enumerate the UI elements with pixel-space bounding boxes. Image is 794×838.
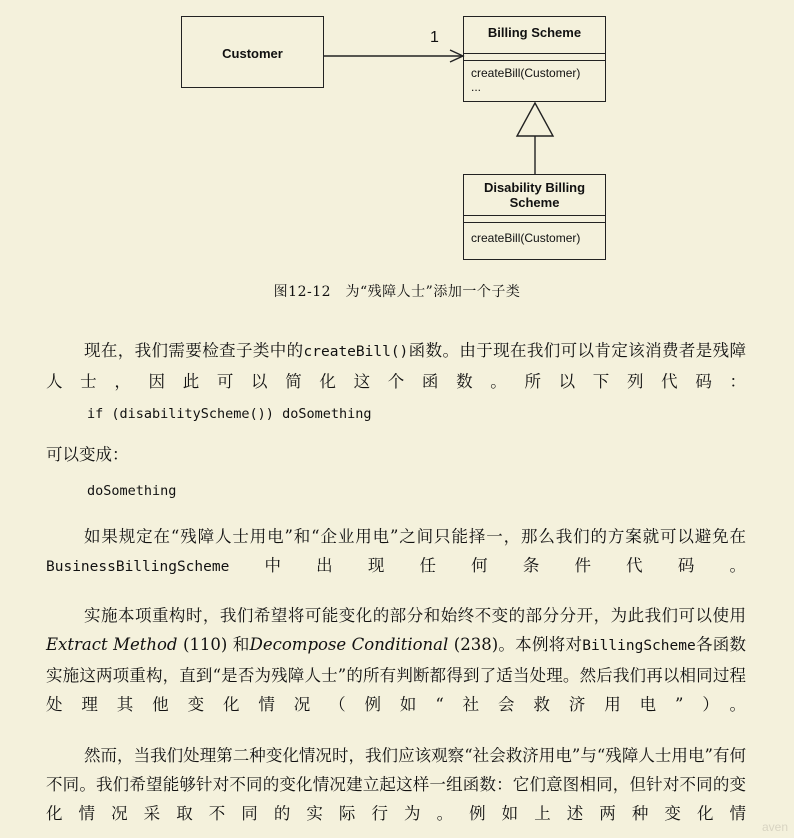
paragraph-4 — [46, 601, 746, 719]
p4-text-a: 实施本项重构时，我们希望将可能变化的部分和始终不变的部分分开，为此我们可以使用 — [84, 606, 746, 625]
customer-class-name: Customer — [222, 46, 283, 61]
p4-text-c: 各函数实施这两项重构，直到“是否为残障人士”的所有判断都得到了适当处理。然后我们再以相同过程处理其他变化情况（例如“社会救济用电”）。 — [46, 635, 746, 714]
billing-scheme-op: createBill(Customer) — [471, 66, 581, 80]
p1-code: createBill() — [303, 344, 409, 360]
p4-method-1: Extract Method — [46, 635, 178, 654]
billing-scheme-ellipsis: ... — [471, 80, 482, 94]
multiplicity-label: 1 — [430, 29, 439, 46]
disability-scheme-name-line1: Disability Billing — [483, 180, 586, 195]
p1-text-b: 函数。由于现在我们可以肯定该消费者是残障人士，因此可以简化这个函数。所以下列代码： — [46, 341, 747, 391]
code-block-2: doSomething — [87, 483, 177, 499]
paragraph-2: 可以变成： — [46, 445, 129, 464]
paragraph-1 — [46, 336, 746, 396]
p4-method-2-ref: (238) — [448, 635, 499, 654]
uml-diagram — [0, 0, 794, 270]
inheritance-triangle — [517, 103, 553, 136]
disability-scheme-op: createBill(Customer) — [471, 231, 581, 245]
billing-scheme-class — [463, 16, 606, 102]
p1-text-a: 现在，我们需要检查子类中的 — [84, 341, 304, 360]
p4-method-2: Decompose Conditional — [249, 635, 449, 654]
disability-scheme-name-line2: Scheme — [509, 195, 560, 210]
disability-scheme-class — [463, 174, 606, 260]
p4-text-b: 。本例将对 — [498, 635, 583, 654]
code-block-1: if (disabilityScheme()) doSomething — [87, 406, 372, 422]
paragraph-5: 然而，当我们处理第二种变化情况时，我们应该观察“社会救济用电”与“残障人士用电”有何不同。我们希望能够针对不同的变化情况建立起这样一组函数：它们意图相同，但针对不同的变化情况采取不同的实际行为。例如上述两种变化情 — [46, 746, 746, 823]
customer-class — [181, 16, 324, 88]
p4-method-1-ref: (110) 和 — [177, 635, 250, 654]
p3-text-a: 如果规定在“残障人士用电”和“企业用电”之间只能择一，那么我们的方案就可以避免在 — [84, 527, 746, 546]
billing-scheme-name: Billing Scheme — [487, 25, 582, 40]
diagram-connectors — [0, 0, 794, 270]
p3-text-b: 中出现任何条件代码。 — [229, 556, 746, 575]
operation-separator — [464, 60, 605, 61]
watermark: aven — [761, 820, 788, 834]
attribute-separator — [464, 215, 605, 216]
attribute-separator — [464, 53, 605, 54]
paragraph-3 — [46, 522, 746, 582]
figure-caption: 图12-12 为“残障人士”添加一个子类 — [273, 284, 521, 300]
p3-code: BusinessBillingScheme — [46, 559, 230, 575]
p4-code: BillingScheme — [582, 638, 696, 654]
operation-separator — [464, 222, 605, 223]
